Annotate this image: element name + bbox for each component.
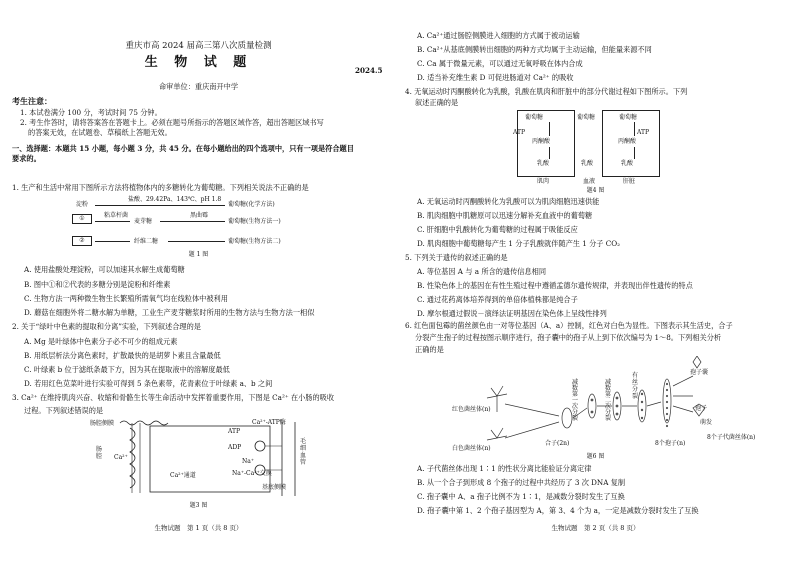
q4-arrow-b	[549, 147, 550, 159]
q1-c1: ①	[79, 215, 85, 222]
q4-atp-muscle: ATP	[513, 129, 526, 136]
q3-basal: 基底侧膜	[262, 484, 287, 491]
q4-glucose-muscle: 葡萄糖	[525, 114, 544, 121]
q4-stem: 4. 无氧运动时丙酮酸转化为乳酸，乳酸在肌肉和肝脏中的部分代谢过程如下图所示。下列	[405, 87, 688, 96]
q3-atp: ATP	[228, 428, 241, 435]
q1-cellobiose: 纤维二糖	[134, 238, 159, 245]
note-2: 2. 考生作答时，请将答案答在答题卡上。必须在题号所指示的答题区域作答，超出答题区域书写	[20, 118, 324, 127]
q5-stem: 5. 下列关于遗传的叙述正确的是	[405, 253, 508, 262]
q1-condition: 盐酸、29.42Pa、143℃、pH 1.8	[128, 196, 222, 203]
q6-white: 白色菌丝体(n)	[452, 445, 491, 452]
q4-caption: 题4 图	[586, 187, 605, 194]
q4-option-b: B. 肌肉细胞中肌糖原可以迅速分解补充血液中的葡萄糖	[417, 211, 593, 220]
q6-offspring: 8个子代菌丝体(n)	[707, 434, 756, 441]
q6-germ: 萌发	[700, 419, 713, 426]
q5-option-b: B. 性染色体上的基因在有性生殖过程中遵循孟德尔遗传规律，并表现出伴性遗传的特点	[417, 281, 693, 290]
q4-glucose-liver: 葡萄糖	[619, 114, 638, 121]
notes-title: 考生注意：	[12, 96, 52, 106]
q3-adp: ADP	[228, 444, 242, 451]
q6-meiosis-1: 减数第一次分裂	[572, 379, 579, 422]
q1-option-c: C. 生物方法一两种微生物生长繁殖所需氧气均在线粒体中被利用	[24, 294, 228, 303]
q5-option-c: C. 通过花药离体培养得到的单倍体植株都是纯合子	[417, 295, 578, 304]
q3-channel: Ca²⁺通道	[170, 472, 196, 479]
q1-mid1: 粘草杆菌	[104, 212, 129, 219]
q1-mid2: 黑曲霉	[190, 212, 209, 219]
q3-option-b: B. Ca²⁺从基底侧膜转出细胞的两种方式均属于主动运输，但能量来源不同	[417, 45, 652, 54]
q1-caption: 题 1 图	[188, 251, 209, 258]
q1-c2: ②	[79, 237, 85, 244]
q4-lactate-blood: 乳酸	[581, 160, 594, 167]
q3-option-a: A. Ca²⁺通过肠腔侧膜进入细胞的方式属于被动运输	[417, 31, 580, 40]
q3-stem-2: 过程。下列叙述错误的是	[24, 406, 104, 415]
q4-arrow-a	[549, 122, 550, 136]
q3-stem: 3. Ca²⁺ 在维持肌肉兴奋、收缩和骨骼生长等生命活动中发挥着重要作用，下图是 Ca²⁺ 在小肠的吸收	[12, 393, 335, 402]
section-1: 一、选择题：本题共 15 小题，每小题 3 分，共 45 分。在每小题给出的四个选项中，只有一项是符合题目	[12, 144, 354, 153]
page-right	[397, 0, 794, 561]
q4-arrow-d	[634, 147, 635, 159]
section-1b: 要求的。	[12, 154, 41, 163]
q1-arrow-3	[160, 221, 225, 222]
q1-option-a: A. 使用盐酸处理淀粉，可以加速其水解生成葡萄糖	[24, 265, 185, 274]
q4-lactate-liver: 乳酸	[621, 160, 634, 167]
q6-spore: 孢子	[695, 405, 708, 412]
q1-out3: 葡萄糖(生物方法二)	[228, 238, 281, 245]
footer-left: 生物试题 第 1 页（共 8 页）	[154, 524, 243, 532]
exam-date: 2024.5	[355, 66, 383, 75]
q4-option-c: C. 肝细胞中乳酸转化为葡萄糖的过程属于吸能反应	[417, 225, 578, 234]
q3-na: Na⁺	[242, 458, 254, 465]
q1-arrow-4	[95, 241, 130, 242]
exam-title: 生 物 试 题	[144, 55, 253, 70]
q6-option-b: B. 从一个合子到形成 8 个孢子的过程中共经历了 3 次 DNA 复制	[417, 478, 626, 487]
q1-arrow-1	[95, 205, 225, 206]
setter: 命审单位：重庆南开中学	[158, 82, 239, 91]
q6-mitosis: 有丝分裂	[632, 372, 639, 400]
note-3: 的答案无效，在试题卷、草稿纸上答题无效。	[28, 128, 172, 137]
q6-option-a: A. 子代菌丝体出现 1∶1 的性状分离比能验证分离定律	[417, 464, 592, 473]
exam-header: 重庆市高 2024 届高三第八次质量检测	[125, 41, 272, 51]
q2-stem: 2. 关于“绿叶中色素的提取和分离”实验，下列叙述合理的是	[12, 322, 201, 331]
q4-muscle: 肌肉	[537, 178, 550, 185]
q3-caption: 题3 图	[189, 502, 208, 509]
q1-option-d: D. 蘑菇在细胞外将二糖水解为单糖，工业生产麦芽糖浆时所用的生物方法与生物方法一相似	[24, 308, 315, 317]
q3-lumen-membrane: 肠腔侧膜	[90, 420, 115, 427]
q4-lactate-muscle: 乳酸	[537, 160, 550, 167]
q4-pyruvate-muscle: 丙酮酸	[532, 138, 551, 145]
q1-maltose: 麦芽糖	[134, 218, 153, 225]
q1-option-b: B. 图中①和②代表的多糖分别是淀粉和纤维素	[24, 280, 171, 289]
q6-zygote: 合子(2n)	[545, 440, 570, 447]
q4-option-a: A. 无氧运动时丙酮酸转化为乳酸可以为肌肉细胞迅速供能	[417, 197, 600, 206]
q3-option-d: D. 适当补充维生素 D 可促进肠道对 Ca²⁺ 的吸收	[417, 73, 574, 82]
q2-option-a: A. Mg 是叶绿体中色素分子必不可少的组成元素	[24, 337, 178, 346]
q1-arrow-2	[95, 221, 130, 222]
q3-ca-label: Ca²⁺	[114, 454, 128, 461]
q3-option-c: C. Ca 属于微量元素，可以通过无氧呼吸在体内合成	[417, 59, 583, 68]
q4-pyruvate-liver: 丙酮酸	[618, 138, 637, 145]
q3-intestine: 肠腔	[96, 446, 103, 460]
q3-capillary: 毛细血管	[300, 438, 307, 466]
q4-blood: 血液	[583, 178, 596, 185]
q1-stem: 1. 生产和生活中常用下图所示方法将植物体内的多糖转化为葡萄糖。下列相关说法不正确的是	[12, 183, 309, 192]
q4-glucose-blood: 葡萄糖	[577, 114, 596, 121]
q6-stem: 6. 红色面包霉的菌丝颜色由一对等位基因（A、a）控制，红色对白色为显性。下图表示其生活史，合子	[405, 321, 733, 330]
q1-arrow-5	[168, 241, 225, 242]
q4-atp-liver: ATP	[637, 129, 650, 136]
q5-option-d: D. 摩尔根通过假说－演绎法证明基因在染色体上呈线性排列	[417, 309, 607, 318]
q4-liver: 肝脏	[623, 178, 636, 185]
q6-stem-3: 正确的是	[415, 345, 444, 354]
q5-option-a: A. 等位基因 A 与 a 所含的遗传信息相同	[417, 267, 547, 276]
q2-option-c: C. 叶绿素 b 位于滤纸条最下方，因为其在提取液中的溶解度最低	[24, 365, 230, 374]
q1-out1: 葡萄糖(化学方法)	[228, 201, 275, 208]
q1-starch: 淀粉	[76, 201, 89, 208]
q3-exchanger: Na⁺-Ca²⁺交换	[232, 470, 272, 477]
q6-red: 红色菌丝体(n)	[452, 406, 491, 413]
q6-caption: 题6 图	[586, 453, 605, 460]
footer-right: 生物试题 第 2 页（共 8 页）	[551, 524, 640, 532]
q6-eight: 8个孢子(n)	[655, 440, 686, 447]
q4-option-d: D. 肌肉细胞中葡萄糖每产生 1 分子乳酸就伴随产生 1 分子 CO₂	[417, 239, 621, 248]
q6-option-d: D. 孢子囊中第 1、2 个孢子基因型为 A，第 3、4 个为 a，一定是减数分裂时发生了互换	[417, 506, 699, 515]
q6-sac: 孢子囊	[690, 369, 709, 376]
note-1: 1. 本试卷满分 100 分，考试时间 75 分钟。	[20, 108, 162, 117]
q2-option-b: B. 用纸层析法分离色素时，扩散最快的是胡萝卜素且含量最低	[24, 351, 221, 360]
q6-option-c: C. 孢子囊中 A、a 孢子比例不为 1∶1，是减数分裂时发生了互换	[417, 492, 625, 501]
q6-stem-2: 分裂产生孢子的过程按图示顺序进行，孢子囊中的孢子从上到下依次编号为 1～8。下列相关分析	[415, 333, 722, 342]
q3-pump: Ca²⁺-ATP酶	[252, 419, 286, 426]
q2-option-d: D. 若用红色苋菜叶进行实验可得到 5 条色素带，花青素位于叶绿素 a、b 之间	[24, 379, 273, 388]
q4-arrow-c	[634, 122, 635, 136]
q4-stem-2: 叙述正确的是	[415, 98, 459, 107]
q1-out2: 葡萄糖(生物方法一)	[228, 218, 281, 225]
q6-meiosis-2: 减数第二次分裂	[605, 379, 612, 422]
